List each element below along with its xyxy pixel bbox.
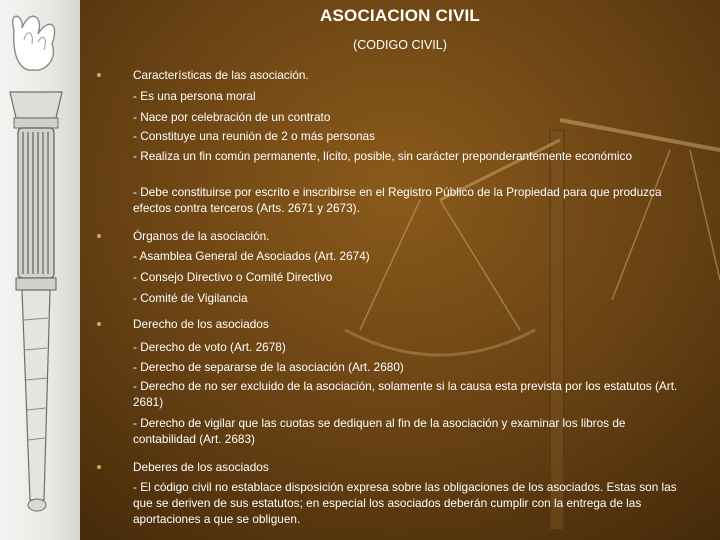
list-item: - Consejo Directivo o Comité Directivo	[133, 270, 333, 284]
list-item: - Derecho de voto (Art. 2678)	[133, 340, 286, 354]
section-heading: Órganos de la asociación.	[133, 229, 270, 243]
section-heading: Características de las asociación.	[133, 68, 309, 82]
bullet-icon	[97, 322, 101, 326]
list-item: - Asamblea General de Asociados (Art. 2674)	[133, 249, 370, 263]
list-item: - Constituye una reunión de 2 o más personas	[133, 129, 375, 143]
page-subtitle: (CODIGO CIVIL)	[353, 38, 447, 52]
list-item: - El código civil no establace disposición expresa sobre las obligaciones de los asociados. Estas son las que se deriven de sus estatutos; en especial los asociados deberán cumplir con la entrega de las aportaciones a que se obliguen.	[133, 480, 677, 526]
section-heading: Deberes de los asociados	[133, 460, 269, 474]
list-item: - Derecho de vigilar que las cuotas se dediquen al fin de la asociación y examinar los libros de contabilidad (Art. 2683)	[133, 416, 626, 446]
bullet-icon	[97, 73, 101, 77]
section-heading: Derecho de los asociados	[133, 317, 269, 331]
bullet-icon	[97, 465, 101, 469]
list-item: - Es una persona moral	[133, 89, 256, 103]
list-item: - Nace por celebración de un contrato	[133, 110, 331, 124]
list-item: - Derecho de separarse de la asociación (Art. 2680)	[133, 360, 404, 374]
list-item: - Comité de Vigilancia	[133, 291, 248, 305]
list-item: - Realiza un fin común permanente, lícito, posible, sin carácter preponderantemente económico	[133, 149, 633, 163]
list-item: - Debe constituirse por escrito e inscribirse en el Registro Público de la Propiedad para que produzca efectos contra terceros (Arts. 2671 y 2673).	[133, 185, 662, 215]
bullet-icon	[97, 234, 101, 238]
list-item: - Derecho de no ser excluido de la asociación, solamente si la causa esta prevista por los estatutos (Art. 2681)	[133, 379, 678, 409]
page-title: ASOCIACION CIVIL	[320, 6, 480, 25]
